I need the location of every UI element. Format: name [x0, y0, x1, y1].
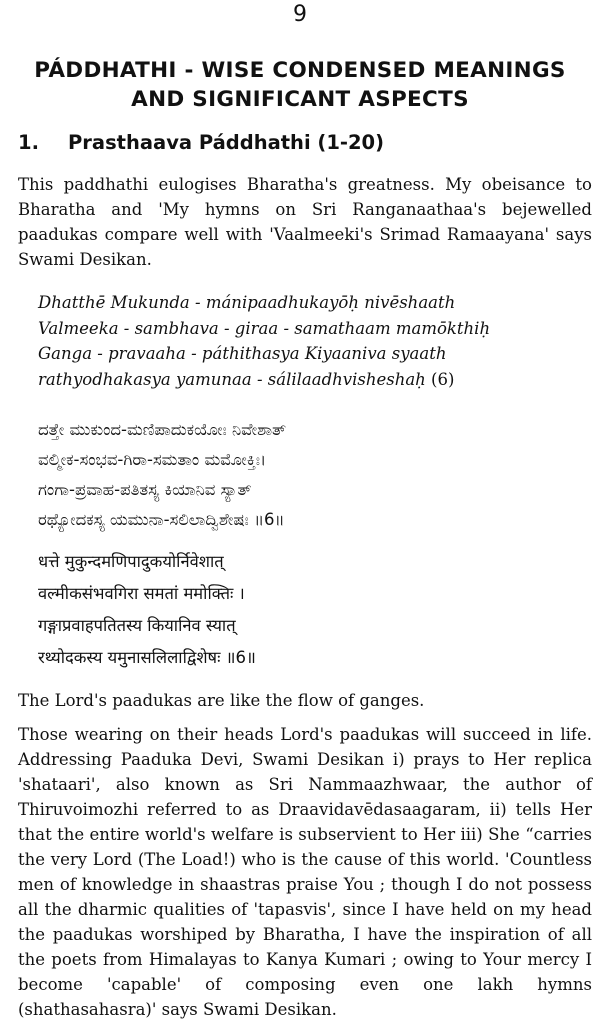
verse-line: Ganga - pravaaha - páthithasya Kiyaaniva syaath	[38, 344, 447, 363]
kannada-verse-line: ರಥ್ಯೋದಕಸ್ಯ ಯಮುನಾ-ಸಲಿಲಾದ್ವಿಶೇಷಃ ॥6॥	[38, 510, 285, 529]
title-line: PÁDDHATHI - WISE CONDENSED MEANINGS	[34, 58, 566, 83]
verse-line: Dhatthē Mukunda - mánipaadhukayōḥ nivēshaath	[38, 293, 456, 312]
title-line: AND SIGNIFICANT ASPECTS	[131, 87, 469, 112]
verse-line-last	[38, 367, 490, 393]
summary-sentence: The Lord's paadukas are like the flow of ganges.	[18, 691, 425, 710]
verse-number: (6)	[431, 369, 455, 389]
devanagari-verse-line: धत्ते मुकुन्दमणिपादुकयोर्निवेशात्	[38, 552, 224, 571]
devanagari-verse-line: रथ्योदकस्य यमुनासलिलाद्विशेषः ॥6॥	[38, 648, 256, 667]
kannada-verse-line: ವಲ್ಮೀಕ-ಸಂಭವ-ಗಿರಾ-ಸಮತಾಂ ಮಮೋಕ್ತಿಃ।	[38, 450, 267, 469]
devanagari-verse-line: गङ्गाप्रवाहपतितस्य कियानिव स्यात्	[38, 616, 236, 635]
verse-devanagari	[38, 546, 256, 674]
section-heading	[18, 131, 384, 154]
section-number: 1.	[18, 131, 39, 154]
verse-kannada	[38, 415, 286, 535]
verse-line: Valmeeka - sambhava - giraa - samathaam mamōkthiḥ	[38, 318, 491, 338]
devanagari-verse-line: वल्मीकसंभवगिरा समतां ममोक्तिः ।	[38, 584, 245, 603]
verse-transliteration	[38, 290, 490, 392]
page-number: 9	[293, 2, 307, 27]
intro-paragraph: This paddhathi eulogises Bharatha's greatness. My obeisance to Bharatha and 'My hymns on Sri Ranganaathaa's bejewelled paadukas compare well with 'Vaalmeeki's Srimad Ramaayana' says Swami Desikan.	[18, 175, 592, 269]
section-title: Prasthaava Páddhathi (1-20)	[68, 131, 385, 154]
kannada-verse-line: ದತ್ತೇ ಮುಕುಂದ-ಮಣಿಪಾದುಕಯೋಃ ನಿವೇಶಾತ್	[38, 420, 287, 439]
verse-line-text: rathyodhakasya yamunaa - sálilaadhvisheshaḥ	[38, 369, 426, 389]
explanation-paragraph: Those wearing on their heads Lord's paadukas will succeed in life. Addressing Paaduka Devi, Swami Desikan i) prays to Her replica 'shataari', also known as Sri Nammaazhwaar, the author of Thiruvoimozhi referred to as Draavidavēdasaagaram, ii) tells Her that the entire world's welfare is subservient to Her iii) She “carries the very Lord (The Load!) who is the cause of this world. 'Countless men of knowledge in shaastras praise You ; though I do not possess all the dharmic qualities of 'tapasvis', since I have held on my head the paadukas worshiped by Bharatha, I have the inspiration of all the poets from Himalayas to Kanya Kumari ; owing to Your mercy I become 'capable' of composing even one lakh hymns (shathasahasra)' says Swami Desikan.	[18, 725, 592, 1019]
page-title	[0, 56, 600, 114]
kannada-verse-line: ಗಂಗಾ-ಪ್ರವಾಹ-ಪತಿತಸ್ಯ ಕಿಯಾನಿವ ಸ್ಯಾತ್	[38, 480, 252, 499]
